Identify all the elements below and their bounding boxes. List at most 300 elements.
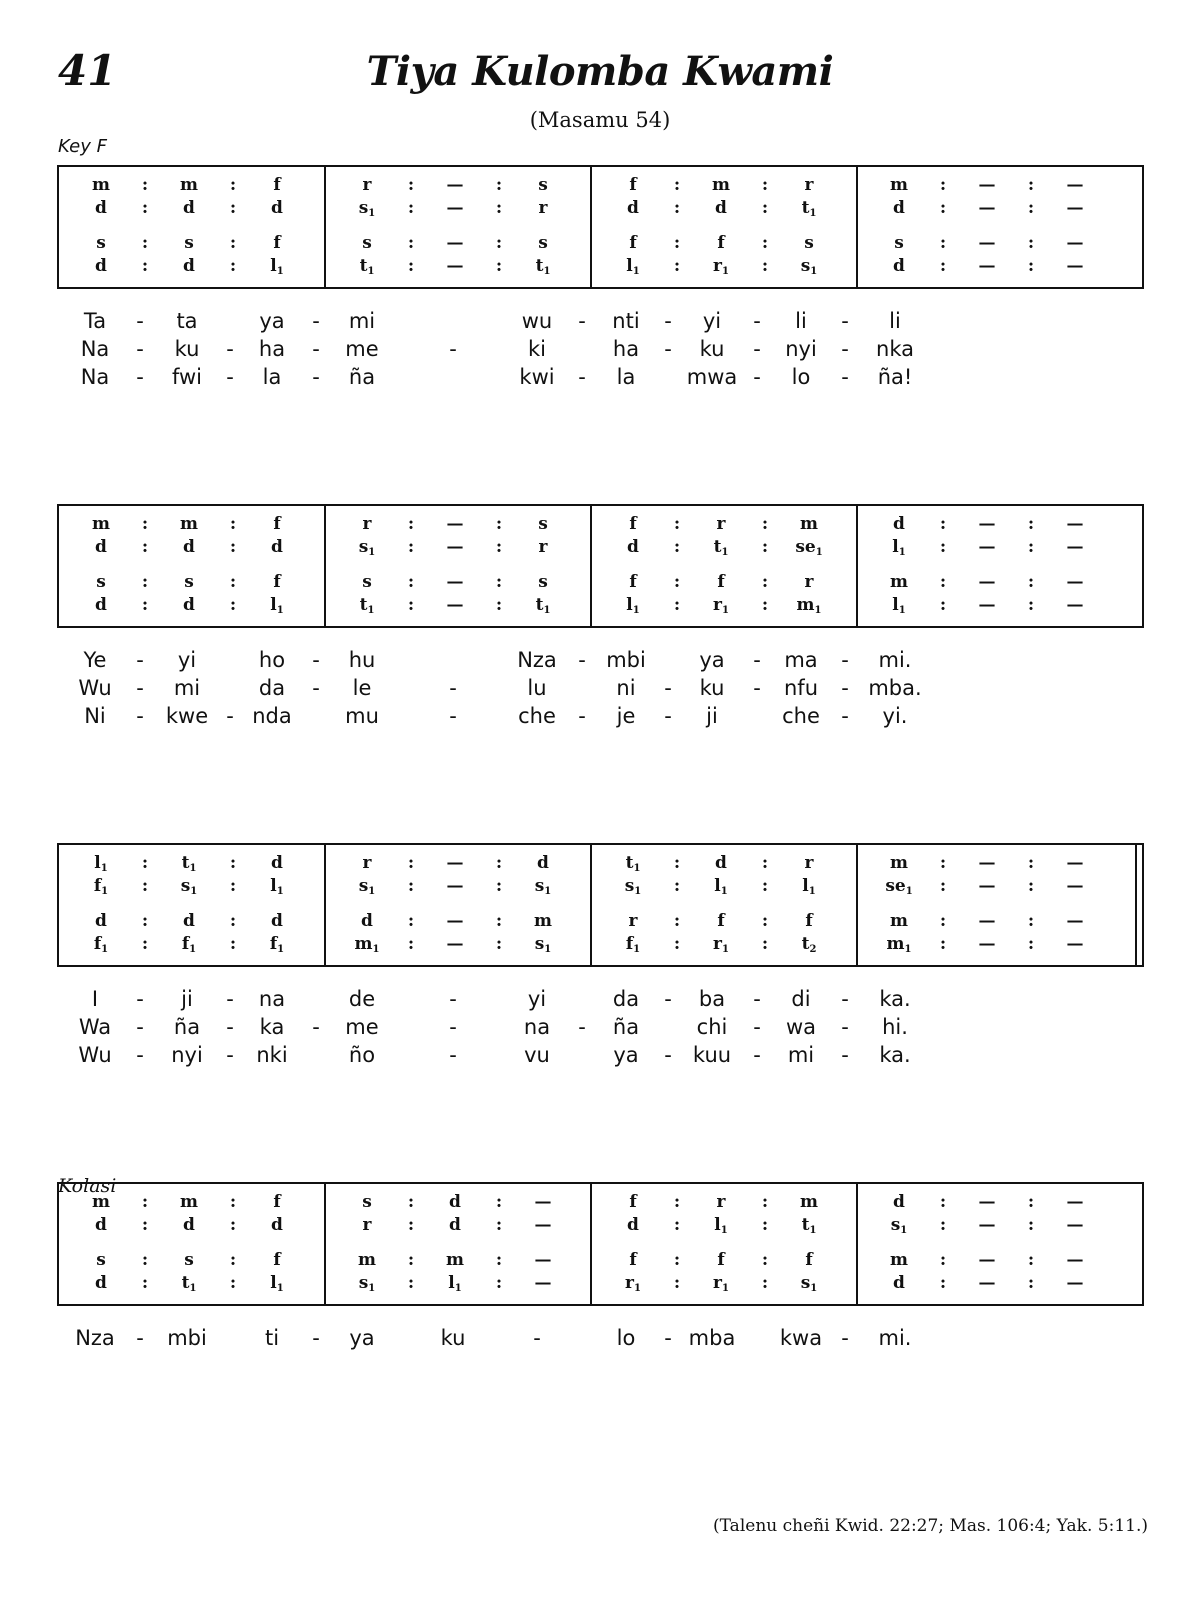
beat-separator: : — [407, 537, 415, 557]
bar-line — [590, 1184, 592, 1304]
solfa-note: m — [180, 175, 198, 195]
hold-dash: — — [978, 537, 996, 557]
chorus-label: Kolasi — [58, 1175, 117, 1197]
solfa-note: $t_1$ — [359, 595, 375, 616]
hold-dash: — — [978, 233, 996, 253]
lyric-hyphen: - — [841, 1326, 849, 1350]
beat-separator: : — [229, 934, 237, 954]
solfa-note: d — [271, 1215, 283, 1235]
beat-separator: : — [229, 572, 237, 592]
lyric-hyphen: - — [578, 365, 586, 389]
solfa-note: $s_1$ — [800, 1273, 818, 1294]
solfa-note: d — [183, 537, 195, 557]
beat-separator: : — [141, 595, 149, 615]
solfa-note: $l_1$ — [714, 876, 728, 897]
hold-dash: — — [1066, 572, 1084, 592]
lyric-syllable: na — [523, 1015, 551, 1039]
lyric-syllable: fwi — [171, 365, 203, 389]
beat-separator: : — [229, 911, 237, 931]
solfa-note: $t_1$ — [801, 1215, 817, 1236]
solfa-note: s — [538, 175, 548, 195]
solfa-note: f — [629, 233, 637, 253]
solfa-note: $se_1$ — [885, 876, 913, 897]
lyric-hyphen: - — [312, 337, 320, 361]
lyric-syllable: ki — [528, 337, 546, 361]
beat-separator: : — [1027, 1215, 1035, 1235]
lyric-hyphen: - — [578, 704, 586, 728]
lyric-hyphen: - — [753, 1015, 761, 1039]
solfa-note: s — [184, 1250, 194, 1270]
solfa-note: $t_1$ — [535, 256, 551, 277]
lyric-hyphen: - — [136, 648, 144, 672]
beat-separator: : — [229, 1215, 237, 1235]
hold-dash: — — [1066, 934, 1084, 954]
solfa-note: $l_1$ — [448, 1273, 462, 1294]
beat-separator: : — [673, 1192, 681, 1212]
solfa-note: f — [717, 911, 725, 931]
beat-separator: : — [141, 256, 149, 276]
lyric-hyphen: - — [312, 365, 320, 389]
beat-separator: : — [229, 1273, 237, 1293]
beat-separator: : — [141, 537, 149, 557]
lyric-syllable: mi — [348, 309, 376, 333]
solfa-note: d — [95, 256, 107, 276]
solfa-note: r — [362, 1215, 372, 1235]
lyric-syllable: wu — [521, 309, 553, 333]
lyric-syllable: ña! — [877, 365, 913, 389]
lyric-syllable: yi — [702, 309, 722, 333]
solfa-note: $f_1$ — [269, 934, 285, 955]
beat-separator: : — [673, 1250, 681, 1270]
solfa-note: d — [715, 198, 727, 218]
lyric-syllable: ha — [258, 337, 286, 361]
hold-dash: — — [978, 198, 996, 218]
lyric-hyphen: - — [136, 676, 144, 700]
lyric-hyphen: - — [449, 704, 457, 728]
solfa-note: $r_1$ — [625, 1273, 641, 1294]
solfa-note: s — [362, 1192, 372, 1212]
solfa-note: d — [627, 537, 639, 557]
solfa-note: $t_1$ — [801, 198, 817, 219]
beat-separator: : — [229, 1250, 237, 1270]
solfa-note: d — [95, 1273, 107, 1293]
lyric-hyphen: - — [753, 309, 761, 333]
solfa-note: d — [271, 911, 283, 931]
solfa-note: d — [893, 514, 905, 534]
solfa-note: $m_1$ — [886, 934, 912, 955]
lyric-syllable: la — [262, 365, 282, 389]
solfa-note: $s_1$ — [534, 876, 552, 897]
hold-dash: — — [446, 911, 464, 931]
solfa-note: f — [629, 1192, 637, 1212]
lyric-syllable: nyi — [785, 337, 817, 361]
hold-dash: — — [1066, 1192, 1084, 1212]
solfa-note: $f_1$ — [93, 876, 109, 897]
lyric-syllable: ku — [174, 337, 200, 361]
solfa-note: s — [96, 233, 106, 253]
lyric-hyphen: - — [841, 676, 849, 700]
solfa-note: $r_1$ — [713, 1273, 729, 1294]
solfa-note: $l_1$ — [270, 1273, 284, 1294]
solfa-note: $s_1$ — [890, 1215, 908, 1236]
solfa-note: $l_1$ — [626, 256, 640, 277]
bar-line — [856, 845, 858, 965]
lyric-syllable: yi — [527, 987, 547, 1011]
hold-dash: — — [446, 514, 464, 534]
beat-separator: : — [1027, 853, 1035, 873]
lyric-syllable: ya — [259, 309, 285, 333]
solfa-note: $s_1$ — [180, 876, 198, 897]
beat-separator: : — [495, 876, 503, 896]
solfa-note: r — [716, 514, 726, 534]
solfa-note: $l_1$ — [270, 256, 284, 277]
lyric-syllable: ni — [616, 676, 636, 700]
beat-separator: : — [761, 934, 769, 954]
beat-separator: : — [495, 256, 503, 276]
beat-separator: : — [495, 233, 503, 253]
scripture-reference-note: (Talenu cheñi Kwid. 22:27; Mas. 106:4; Yak. 5:11.) — [713, 1516, 1148, 1536]
lyric-syllable: ta — [176, 309, 198, 333]
lyric-syllable: ño — [348, 1043, 376, 1067]
beat-separator: : — [761, 514, 769, 534]
bar-line — [324, 506, 326, 626]
lyric-hyphen: - — [312, 648, 320, 672]
music-system-box — [57, 504, 1144, 628]
solfa-note: f — [273, 572, 281, 592]
lyric-syllable: da — [258, 676, 286, 700]
lyric-hyphen: - — [136, 1326, 144, 1350]
lyric-syllable: di — [791, 987, 811, 1011]
solfa-note: $t_1$ — [181, 853, 197, 874]
beat-separator: : — [495, 934, 503, 954]
solfa-note: r — [362, 514, 372, 534]
lyric-syllable: kuu — [692, 1043, 732, 1067]
solfa-note: d — [893, 1192, 905, 1212]
music-system-box — [57, 165, 1144, 289]
bar-line — [856, 167, 858, 287]
hold-dash: — — [978, 853, 996, 873]
lyric-hyphen: - — [226, 1015, 234, 1039]
hold-dash: — — [978, 911, 996, 931]
hold-dash: — — [534, 1250, 552, 1270]
beat-separator: : — [673, 256, 681, 276]
solfa-note: d — [537, 853, 549, 873]
lyric-hyphen: - — [841, 365, 849, 389]
hold-dash: — — [1066, 853, 1084, 873]
beat-separator: : — [495, 853, 503, 873]
solfa-note: s — [184, 572, 194, 592]
solfa-note: $f_1$ — [93, 934, 109, 955]
hold-dash: — — [978, 1250, 996, 1270]
lyric-syllable: je — [616, 704, 636, 728]
beat-separator: : — [761, 911, 769, 931]
lyric-syllable: mba — [688, 1326, 736, 1350]
hold-dash: — — [978, 572, 996, 592]
lyric-syllable: nfu — [783, 676, 819, 700]
beat-separator: : — [1027, 514, 1035, 534]
bar-line — [324, 845, 326, 965]
beat-separator: : — [939, 911, 947, 931]
lyric-syllable: na — [258, 987, 286, 1011]
lyric-syllable: Wu — [78, 676, 112, 700]
hymn-number: 41 — [58, 46, 117, 95]
solfa-note: $m_1$ — [796, 595, 822, 616]
hold-dash: — — [446, 198, 464, 218]
solfa-note: d — [271, 853, 283, 873]
solfa-note: $l_1$ — [714, 1215, 728, 1236]
lyric-syllable: li — [889, 309, 901, 333]
hold-dash: — — [446, 853, 464, 873]
lyric-syllable: ku — [699, 337, 725, 361]
solfa-note: f — [717, 1250, 725, 1270]
lyric-syllable: lo — [791, 365, 811, 389]
solfa-note: $t_2$ — [801, 934, 817, 955]
music-system-box — [57, 1182, 1144, 1306]
solfa-note: s — [804, 233, 814, 253]
beat-separator: : — [673, 853, 681, 873]
hold-dash: — — [446, 233, 464, 253]
solfa-note: d — [95, 595, 107, 615]
hold-dash: — — [1066, 1273, 1084, 1293]
lyric-syllable: me — [345, 1015, 379, 1039]
lyric-syllable: che — [782, 704, 820, 728]
solfa-note: $r_1$ — [713, 595, 729, 616]
solfa-note: d — [271, 198, 283, 218]
beat-separator: : — [495, 572, 503, 592]
beat-separator: : — [939, 853, 947, 873]
solfa-note: s — [538, 514, 548, 534]
beat-separator: : — [1027, 595, 1035, 615]
lyric-syllable: yi. — [882, 704, 908, 728]
lyric-hyphen: - — [136, 1015, 144, 1039]
beat-separator: : — [229, 198, 237, 218]
beat-separator: : — [141, 514, 149, 534]
solfa-note: $s_1$ — [358, 1273, 376, 1294]
lyric-hyphen: - — [753, 676, 761, 700]
solfa-note: f — [629, 514, 637, 534]
lyric-syllable: mi — [787, 1043, 815, 1067]
solfa-note: m — [890, 1250, 908, 1270]
hold-dash: — — [1066, 256, 1084, 276]
solfa-note: $t_1$ — [625, 853, 641, 874]
lyric-hyphen: - — [664, 1043, 672, 1067]
beat-separator: : — [1027, 256, 1035, 276]
beat-separator: : — [673, 537, 681, 557]
solfa-note: m — [890, 572, 908, 592]
beat-separator: : — [229, 233, 237, 253]
beat-separator: : — [495, 911, 503, 931]
hold-dash: — — [446, 256, 464, 276]
lyric-syllable: ji — [706, 704, 718, 728]
lyric-hyphen: - — [841, 309, 849, 333]
lyric-syllable: ya — [349, 1326, 375, 1350]
lyric-hyphen: - — [226, 337, 234, 361]
hold-dash: — — [978, 256, 996, 276]
beat-separator: : — [939, 256, 947, 276]
lyric-syllable: chi — [696, 1015, 728, 1039]
hold-dash: — — [446, 537, 464, 557]
beat-separator: : — [407, 1250, 415, 1270]
solfa-note: $t_1$ — [535, 595, 551, 616]
lyric-syllable: mi — [173, 676, 201, 700]
lyric-hyphen: - — [312, 676, 320, 700]
solfa-note: d — [183, 198, 195, 218]
beat-separator: : — [495, 1192, 503, 1212]
lyric-syllable: ña — [612, 1015, 640, 1039]
hold-dash: — — [1066, 537, 1084, 557]
beat-separator: : — [673, 1215, 681, 1235]
bar-line — [590, 845, 592, 965]
solfa-note: $l_1$ — [892, 537, 906, 558]
beat-separator: : — [673, 911, 681, 931]
lyric-syllable: ya — [613, 1043, 639, 1067]
beat-separator: : — [673, 595, 681, 615]
lyric-hyphen: - — [136, 309, 144, 333]
beat-separator: : — [673, 514, 681, 534]
beat-separator: : — [141, 1192, 149, 1212]
solfa-note: s — [96, 1250, 106, 1270]
solfa-note: f — [805, 911, 813, 931]
solfa-note: d — [361, 911, 373, 931]
lyric-syllable: ka — [259, 1015, 285, 1039]
hold-dash: — — [446, 175, 464, 195]
beat-separator: : — [407, 514, 415, 534]
solfa-note: $l_1$ — [892, 595, 906, 616]
hold-dash: — — [1066, 1215, 1084, 1235]
beat-separator: : — [1027, 233, 1035, 253]
lyric-hyphen: - — [664, 704, 672, 728]
solfa-note: $s_1$ — [534, 934, 552, 955]
beat-separator: : — [939, 198, 947, 218]
lyric-hyphen: - — [753, 648, 761, 672]
beat-separator: : — [229, 514, 237, 534]
beat-separator: : — [407, 853, 415, 873]
hold-dash: — — [1066, 233, 1084, 253]
hold-dash: — — [1066, 876, 1084, 896]
beat-separator: : — [939, 1192, 947, 1212]
lyric-syllable: la — [616, 365, 636, 389]
solfa-note: s — [894, 233, 904, 253]
lyric-syllable: Ta — [83, 309, 107, 333]
hold-dash: — — [1066, 175, 1084, 195]
lyric-syllable: nyi — [171, 1043, 203, 1067]
beat-separator: : — [1027, 911, 1035, 931]
beat-separator: : — [673, 876, 681, 896]
beat-separator: : — [407, 595, 415, 615]
solfa-note: d — [183, 1215, 195, 1235]
solfa-note: $m_1$ — [354, 934, 380, 955]
beat-separator: : — [495, 595, 503, 615]
solfa-note: $l_1$ — [626, 595, 640, 616]
beat-separator: : — [407, 1192, 415, 1212]
hold-dash: — — [978, 1273, 996, 1293]
beat-separator: : — [141, 175, 149, 195]
lyric-hyphen: - — [753, 337, 761, 361]
lyric-syllable: nda — [252, 704, 292, 728]
solfa-note: m — [92, 514, 110, 534]
beat-separator: : — [141, 876, 149, 896]
beat-separator: : — [1027, 1250, 1035, 1270]
beat-separator: : — [229, 256, 237, 276]
solfa-note: d — [95, 198, 107, 218]
lyric-hyphen: - — [449, 987, 457, 1011]
solfa-note: m — [890, 911, 908, 931]
solfa-note: $l_1$ — [94, 853, 108, 874]
beat-separator: : — [495, 198, 503, 218]
lyric-syllable: ho — [258, 648, 286, 672]
solfa-note: $l_1$ — [802, 876, 816, 897]
beat-separator: : — [495, 1215, 503, 1235]
solfa-note: d — [95, 911, 107, 931]
lyric-hyphen: - — [136, 365, 144, 389]
solfa-note: r — [804, 572, 814, 592]
solfa-note: m — [890, 853, 908, 873]
solfa-note: r — [362, 175, 372, 195]
beat-separator: : — [407, 911, 415, 931]
music-system-box — [57, 843, 1144, 967]
key-signature-label: Key F — [58, 136, 107, 157]
solfa-note: r — [716, 1192, 726, 1212]
solfa-note: $s_1$ — [358, 537, 376, 558]
beat-separator: : — [761, 1250, 769, 1270]
bar-line — [324, 167, 326, 287]
beat-separator: : — [495, 1250, 503, 1270]
beat-separator: : — [1027, 537, 1035, 557]
beat-separator: : — [761, 537, 769, 557]
lyric-syllable: Wa — [78, 1015, 112, 1039]
beat-separator: : — [495, 1273, 503, 1293]
solfa-note: f — [805, 1250, 813, 1270]
beat-separator: : — [229, 537, 237, 557]
hold-dash: — — [1066, 514, 1084, 534]
solfa-note: $f_1$ — [181, 934, 197, 955]
solfa-note: f — [273, 1192, 281, 1212]
beat-separator: : — [939, 514, 947, 534]
beat-separator: : — [1027, 572, 1035, 592]
lyric-syllable: kwi — [519, 365, 555, 389]
solfa-note: d — [95, 537, 107, 557]
beat-separator: : — [939, 1273, 947, 1293]
beat-separator: : — [761, 233, 769, 253]
lyric-syllable: ku — [699, 676, 725, 700]
lyric-syllable: mba. — [868, 676, 922, 700]
lyric-syllable: mi. — [878, 1326, 912, 1350]
bar-line — [590, 506, 592, 626]
beat-separator: : — [141, 1250, 149, 1270]
solfa-note: f — [629, 175, 637, 195]
beat-separator: : — [761, 853, 769, 873]
lyric-syllable: wa — [785, 1015, 817, 1039]
beat-separator: : — [673, 198, 681, 218]
lyric-syllable: mbi — [167, 1326, 207, 1350]
lyric-syllable: Na — [80, 337, 110, 361]
lyric-hyphen: - — [664, 676, 672, 700]
lyric-hyphen: - — [226, 1043, 234, 1067]
beat-separator: : — [761, 256, 769, 276]
beat-separator: : — [141, 934, 149, 954]
lyric-hyphen: - — [578, 648, 586, 672]
bar-line — [856, 506, 858, 626]
solfa-note: m — [712, 175, 730, 195]
lyric-syllable: yi — [177, 648, 197, 672]
beat-separator: : — [939, 1215, 947, 1235]
solfa-note: $l_1$ — [270, 595, 284, 616]
lyric-syllable: lu — [527, 676, 547, 700]
lyric-syllable: ha — [612, 337, 640, 361]
lyric-syllable: kwa — [779, 1326, 823, 1350]
hold-dash: — — [978, 1215, 996, 1235]
beat-separator: : — [761, 198, 769, 218]
